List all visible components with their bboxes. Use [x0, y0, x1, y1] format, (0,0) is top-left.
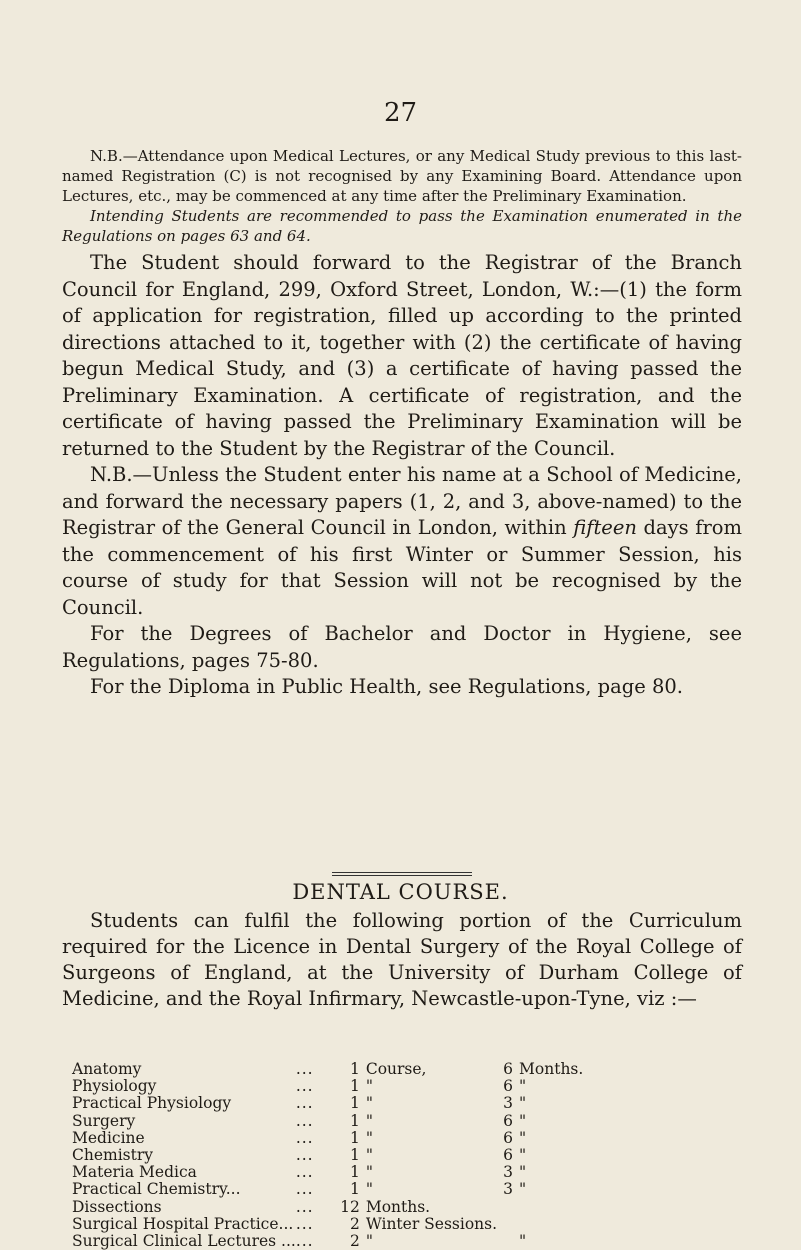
row-unit: Winter Sessions.: [365, 1214, 498, 1233]
row-subject: Practical Chemistry...: [72, 1180, 241, 1199]
row-unit: Course,: [365, 1060, 427, 1079]
row-num: 3: [503, 1163, 513, 1182]
curriculum-table: [72, 1061, 719, 1250]
row-subject: Materia Medica: [72, 1163, 197, 1182]
table-row: [72, 1199, 719, 1216]
row-unit: ": [365, 1128, 373, 1147]
page-number: 27: [383, 98, 418, 128]
row-period: ": [519, 1111, 527, 1130]
table-row: [72, 1095, 719, 1112]
paragraph-nb-unless: [62, 462, 742, 621]
row-num: 6: [503, 1077, 513, 1096]
nb-unless-emphasis: fifteen: [573, 516, 637, 539]
row-dots: ...: [295, 1214, 314, 1233]
row-dots: ...: [295, 1128, 314, 1147]
row-period: [519, 1199, 719, 1216]
row-subject: Practical Physiology: [72, 1094, 232, 1113]
row-count: 2: [349, 1214, 360, 1233]
row-subject: Physiology: [72, 1077, 157, 1096]
table-row: [72, 1061, 719, 1078]
section-divider-2: [332, 875, 472, 876]
intending-students-note: Intending Students are recommended to pass the Examination enumerated in the Regulations on pages 63 and 64.: [62, 207, 742, 245]
row-num: 6: [503, 1111, 513, 1130]
row-num: [497, 1199, 519, 1216]
row-dots: ...: [295, 1180, 314, 1199]
nb-unless-text-a: N.B.—Unless the Student enter his name at a School of Medicine, and forward the necessary papers (1, 2, and 3, above-named) to the Registrar of the General Council in London, within: [62, 463, 742, 539]
section-title: DENTAL COURSE.: [292, 880, 509, 904]
row-subject: Medicine: [72, 1128, 145, 1147]
row-dots: ...: [295, 1163, 314, 1182]
row-unit: ": [365, 1146, 373, 1165]
table-row: [72, 1147, 719, 1164]
row-num: [497, 1216, 519, 1233]
row-period: ": [519, 1180, 527, 1199]
row-count: 1: [349, 1111, 360, 1130]
notes-block: [62, 146, 742, 246]
row-num: 3: [503, 1094, 513, 1113]
table-row: [72, 1233, 719, 1250]
table-row: [72, 1216, 719, 1233]
row-count: 2: [349, 1231, 360, 1250]
row-subject: Anatomy: [72, 1060, 142, 1079]
paragraph-hygiene: For the Degrees of Bachelor and Doctor in Hygiene, see Regulations, pages 75-80.: [62, 622, 742, 672]
row-dots: ...: [295, 1197, 314, 1216]
section-divider: [332, 872, 472, 873]
registration-instructions: [62, 250, 742, 701]
row-unit: Months.: [365, 1197, 431, 1216]
row-count: 1: [349, 1180, 360, 1199]
row-count: 1: [349, 1060, 360, 1079]
row-dots: ...: [295, 1146, 314, 1165]
row-unit: ": [365, 1111, 373, 1130]
row-unit: ": [365, 1231, 373, 1250]
table-row: [72, 1181, 719, 1198]
table-row: [72, 1130, 719, 1147]
row-count: 12: [340, 1197, 360, 1216]
dental-intro: [62, 908, 742, 1012]
table-row: [72, 1164, 719, 1181]
row-dots: ...: [295, 1111, 314, 1130]
table-row: [72, 1113, 719, 1130]
row-count: 1: [349, 1146, 360, 1165]
row-unit: ": [365, 1094, 373, 1113]
row-num: 6: [503, 1060, 513, 1079]
row-num: 3: [503, 1180, 513, 1199]
row-unit: ": [365, 1077, 373, 1096]
row-dots: ...: [295, 1094, 314, 1113]
row-count: 1: [349, 1128, 360, 1147]
row-period: ": [519, 1146, 527, 1165]
row-dots: ...: [295, 1077, 314, 1096]
row-period: ": [519, 1077, 527, 1096]
row-count: 1: [349, 1077, 360, 1096]
row-subject: Chemistry: [72, 1146, 154, 1165]
dental-intro-text: Students can fulfil the following portion of the Curriculum required for the Licence in Dental Surgery of the Royal College of Surgeons of England, at the University of Durham College of Medicine, and the Royal Infirmary, Newcastle-upon-Tyne, viz :—: [62, 909, 742, 1010]
row-subject: Dissections: [72, 1197, 162, 1216]
paragraph-public-health: For the Diploma in Public Health, see Regulations, page 80.: [90, 675, 683, 698]
row-period: Months.: [519, 1060, 584, 1079]
row-period: [519, 1216, 719, 1233]
row-period: ": [519, 1128, 527, 1147]
row-period: ": [519, 1231, 527, 1250]
row-unit: ": [365, 1180, 373, 1199]
nb-unless-text-b: days from the commencement of his first Winter or Summer Session, his course of study for that Session will not be recognised by the Council.: [62, 516, 742, 619]
row-period: ": [519, 1094, 527, 1113]
table-row: [72, 1078, 719, 1095]
paragraph-registrar: The Student should forward to the Registrar of the Branch Council for England, 299, Oxford Street, London, W.:—(1) the form of application for registration, filled up according to the printed directions attached to it, together with (2) the certificate of having begun Medical Study, and (3) a certificate of having passed the Preliminary Examination. A certificate of registration, and the certificate of having passed the Preliminary Examination will be returned to the Student by the Registrar of the Council.: [62, 251, 742, 460]
row-dots: ...: [295, 1060, 314, 1079]
row-num: [497, 1233, 519, 1250]
row-subject: Surgery: [72, 1111, 136, 1130]
row-period: ": [519, 1163, 527, 1182]
row-subject: Surgical Clinical Lectures ...: [72, 1231, 296, 1250]
row-dots: ...: [295, 1231, 314, 1250]
row-num: 6: [503, 1128, 513, 1147]
row-num: 6: [503, 1146, 513, 1165]
row-subject: Surgical Hospital Practice...: [72, 1214, 294, 1233]
nb-attendance-note: N.B.—Attendance upon Medical Lectures, or any Medical Study previous to this last-named Registration (C) is not recognised by any Examining Board. Attendance upon Lectures, etc., may be commenced at any time after the Preliminary Examination.: [62, 147, 742, 205]
row-count: 1: [349, 1163, 360, 1182]
row-count: 1: [349, 1094, 360, 1113]
row-unit: ": [365, 1163, 373, 1182]
